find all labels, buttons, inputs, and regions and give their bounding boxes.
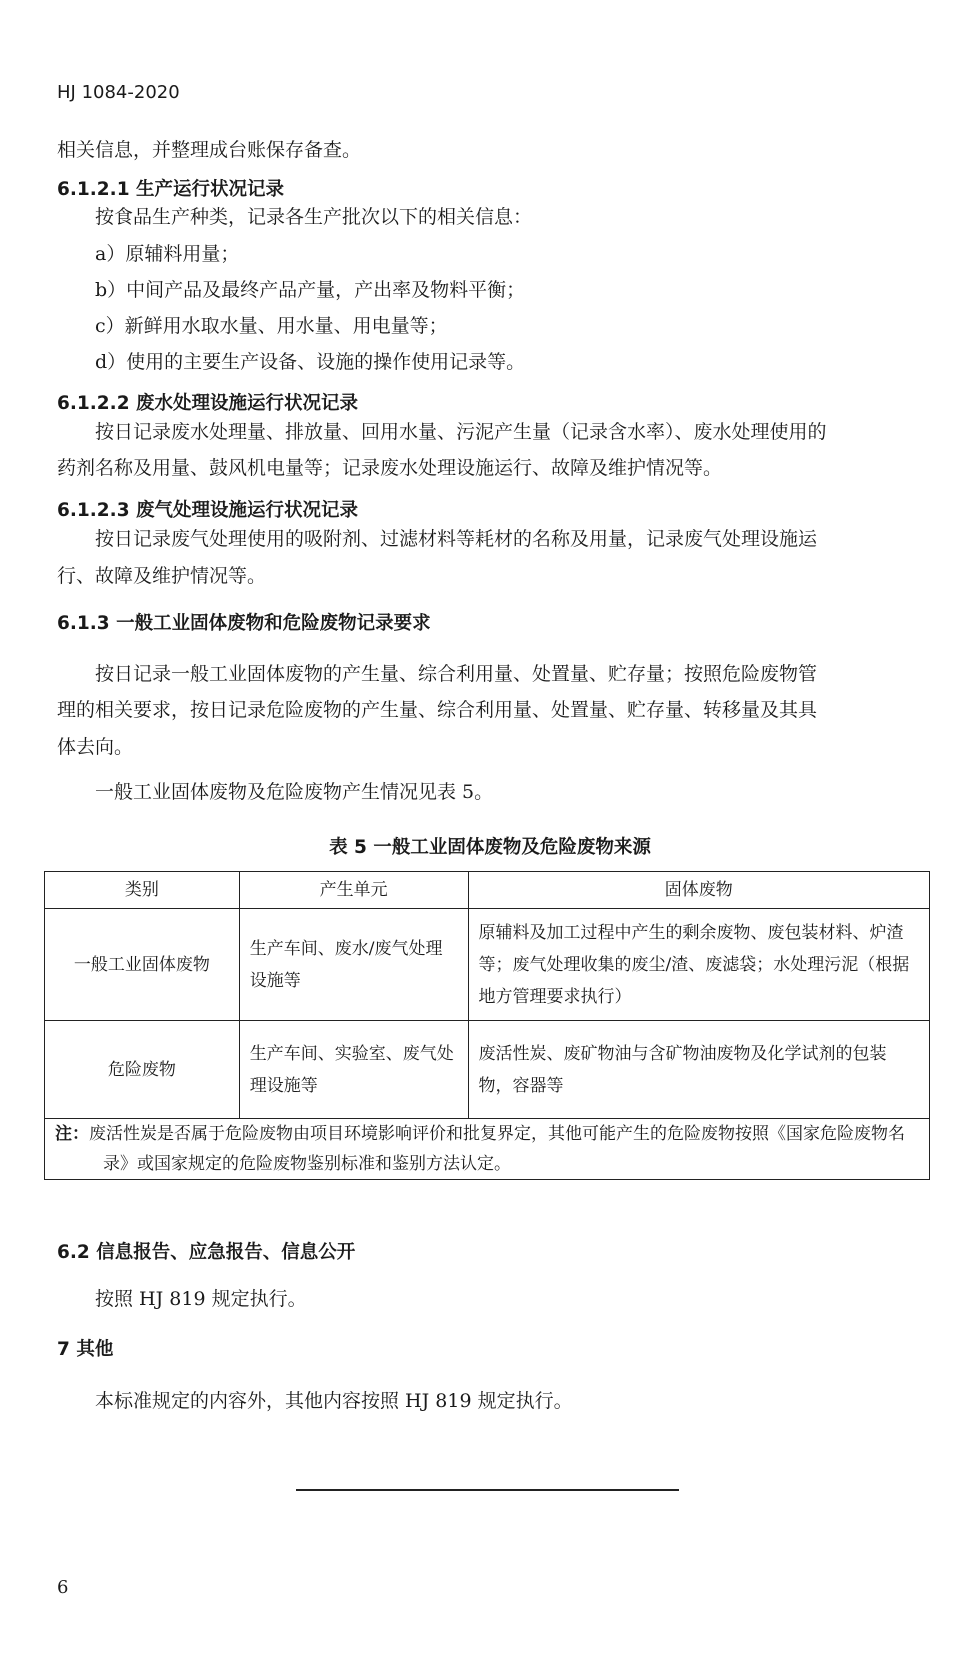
note-label: 注：	[55, 1124, 89, 1144]
heading-6-1-2-1: 6.1.2.1 生产运行状况记录	[57, 179, 285, 200]
list-item-c: c）新鲜用水取水量、用水量、用电量等；	[95, 315, 448, 337]
header-category: 类别	[45, 872, 240, 909]
heading-6-1-2-2: 6.1.2.2 废水处理设施运行状况记录	[57, 393, 359, 414]
cell-category: 危险废物	[45, 1021, 240, 1119]
table-row	[45, 909, 930, 1021]
table-caption: 表 5 一般工业固体废物及危险废物来源	[329, 837, 651, 858]
cell-category: 一般工业固体废物	[45, 909, 240, 1021]
waste-source-table	[44, 871, 930, 1180]
document-number: HJ 1084-2020	[57, 82, 180, 103]
paragraph-6-1-3-line3: 体去向。	[57, 736, 134, 758]
list-item-b: b）中间产品及最终产品产量，产出率及物料平衡；	[95, 279, 526, 301]
paragraph-table-reference: 一般工业固体废物及危险废物产生情况见表 5。	[95, 781, 494, 803]
header-waste: 固体废物	[468, 872, 929, 909]
paragraph-6-2: 按照 HJ 819 规定执行。	[95, 1288, 307, 1310]
heading-6-2: 6.2 信息报告、应急报告、信息公开	[57, 1242, 356, 1263]
paragraph-6-1-2-2-line1: 按日记录废水处理量、排放量、回用水量、污泥产生量（记录含水率）、废水处理使用的	[95, 421, 827, 443]
paragraph-continuation: 相关信息，并整理成台账保存备查。	[57, 139, 362, 161]
table-note-row	[45, 1119, 930, 1180]
heading-7: 7 其他	[57, 1339, 114, 1360]
heading-6-1-3: 6.1.3 一般工业固体废物和危险废物记录要求	[57, 613, 431, 634]
paragraph-6-1-2-3-line2: 行、故障及维护情况等。	[57, 565, 267, 587]
table-row	[45, 1021, 930, 1119]
heading-6-1-2-3: 6.1.2.3 废气处理设施运行状况记录	[57, 500, 359, 521]
table-note	[45, 1119, 930, 1180]
cell-unit: 生产车间、废水/废气处理设施等	[239, 909, 468, 1021]
paragraph-6-1-3-line1: 按日记录一般工业固体废物的产生量、综合利用量、处置量、贮存量；按照危险废物管	[95, 663, 818, 685]
cell-waste: 废活性炭、废矿物油与含矿物油废物及化学试剂的包装物，容器等	[468, 1021, 929, 1119]
paragraph-6-1-2-2-line2: 药剂名称及用量、鼓风机电量等；记录废水处理设施运行、故障及维护情况等。	[57, 457, 723, 479]
list-item-d: d）使用的主要生产设备、设施的操作使用记录等。	[95, 351, 526, 373]
cell-waste: 原辅料及加工过程中产生的剩余废物、废包装材料、炉渣等；废气处理收集的废尘/渣、废滤袋；水处理污泥（根据地方管理要求执行）	[468, 909, 929, 1021]
cell-unit: 生产车间、实验室、废气处理设施等	[239, 1021, 468, 1119]
paragraph-6-1-2-3-line1: 按日记录废气处理使用的吸附剂、过滤材料等耗材的名称及用量，记录废气处理设施运	[95, 528, 818, 550]
paragraph-6-1-2-1: 按食品生产种类，记录各生产批次以下的相关信息：	[95, 206, 533, 228]
header-unit: 产生单元	[239, 872, 468, 909]
paragraph-7: 本标准规定的内容外，其他内容按照 HJ 819 规定执行。	[95, 1390, 573, 1412]
end-divider	[296, 1489, 679, 1491]
table-header-row	[45, 872, 930, 909]
list-item-a: a）原辅料用量；	[95, 243, 240, 265]
page-number: 6	[57, 1577, 69, 1598]
note-text: 废活性炭是否属于危险废物由项目环境影响评价和批复界定，其他可能产生的危险废物按照《国家危险废物名录》或国家规定的危险废物鉴别标准和鉴别方法认定。	[89, 1124, 905, 1174]
paragraph-6-1-3-line2: 理的相关要求，按日记录危险废物的产生量、综合利用量、处置量、贮存量、转移量及其具	[57, 699, 818, 721]
